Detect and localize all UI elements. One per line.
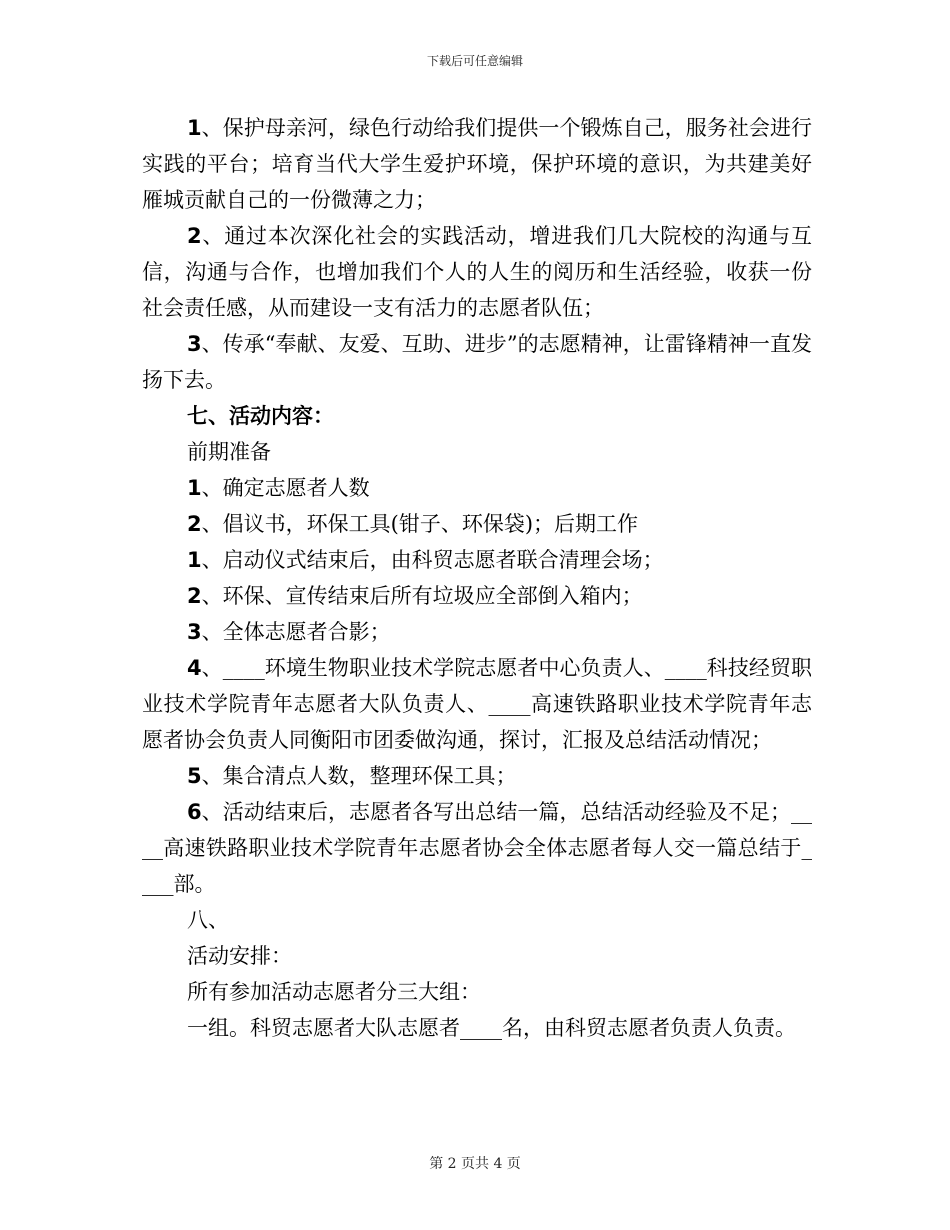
paragraph-text: 、活动结束后，志愿者各写出总结一篇，总结活动经验及不足；____高速铁路职业技术学院青年志愿者协会全体志愿者每人交一篇总结于____部。 [142,800,812,896]
item-number: 3 [187,620,202,644]
paragraph-text: 、启动仪式结束后，由科贸志愿者联合清理会场； [201,548,664,572]
paragraph [142,506,812,542]
item-number: 6 [187,800,202,824]
paragraph-text: 所有参加活动志愿者分三大组： [187,980,481,1004]
paragraph [142,470,812,506]
paragraph [142,434,812,470]
item-number: 5 [187,764,202,788]
paragraph-text: 一组。科贸志愿者大队志愿者____名，由科贸志愿者负责人负责。 [187,1016,796,1040]
page-footer: 第 2 页共 4 页 [429,1156,521,1172]
paragraph-text: 、集合清点人数，整理环保工具； [201,764,517,788]
paragraph-text: 、倡议书，环保工具(钳子、环保袋)；后期工作 [201,512,639,536]
paragraph-text: 、保护母亲河，绿色行动给我们提供一个锻炼自己，服务社会进行实践的平台；培育当代大学生爱护环境，保护环境的意识，为共建美好雁城贡献自己的一份微薄之力； [142,116,812,212]
item-number: 2 [187,224,202,248]
item-number: 1 [187,548,202,572]
document-body [142,110,812,1046]
item-number: 2 [187,512,202,536]
paragraph [142,578,812,614]
heading-text: 七、活动内容： [187,403,334,428]
paragraph-text: 、全体志愿者合影； [201,620,391,644]
item-number: 1 [187,476,202,500]
paragraph [142,326,812,398]
item-number: 2 [187,584,202,608]
page-header: 下载后可任意编辑 [426,54,523,68]
paragraph [142,758,812,794]
paragraph-text: 、传承“奉献、友爱、互助、进步”的志愿精神，让雷锋精神一直发扬下去。 [142,332,812,392]
item-number: 4 [187,656,202,680]
paragraph-text: 、通过本次深化社会的实践活动，增进我们几大院校的沟通与互信，沟通与合作，也增加我们个人的人生的阅历和生活经验，收获一份社会责任感，从而建设一支有活力的志愿者队伍； [142,224,812,320]
paragraph-text: 、____环境生物职业技术学院志愿者中心负责人、____科技经贸职业技术学院青年志愿者大队负责人、____高速铁路职业技术学院青年志愿者协会负责人同衡阳市团委做沟通，探讨，汇报及总结活动情况； [142,656,812,752]
paragraph-text: 前期准备 [187,440,271,464]
paragraph [142,902,812,938]
paragraph [142,1010,812,1046]
paragraph-text: 八、 [187,908,229,932]
paragraph [142,218,812,326]
paragraph [142,542,812,578]
paragraph [142,938,812,974]
paragraph [142,974,812,1010]
paragraph-text: 、环保、宣传结束后所有垃圾应全部倒入箱内； [201,584,643,608]
paragraph [142,650,812,758]
paragraph [142,110,812,218]
item-number: 3 [187,332,202,356]
item-number: 1 [187,116,202,140]
paragraph [142,794,812,902]
section-heading [142,398,812,434]
paragraph-text: 、确定志愿者人数 [201,476,370,500]
paragraph-text: 活动安排： [187,944,292,968]
paragraph [142,614,812,650]
